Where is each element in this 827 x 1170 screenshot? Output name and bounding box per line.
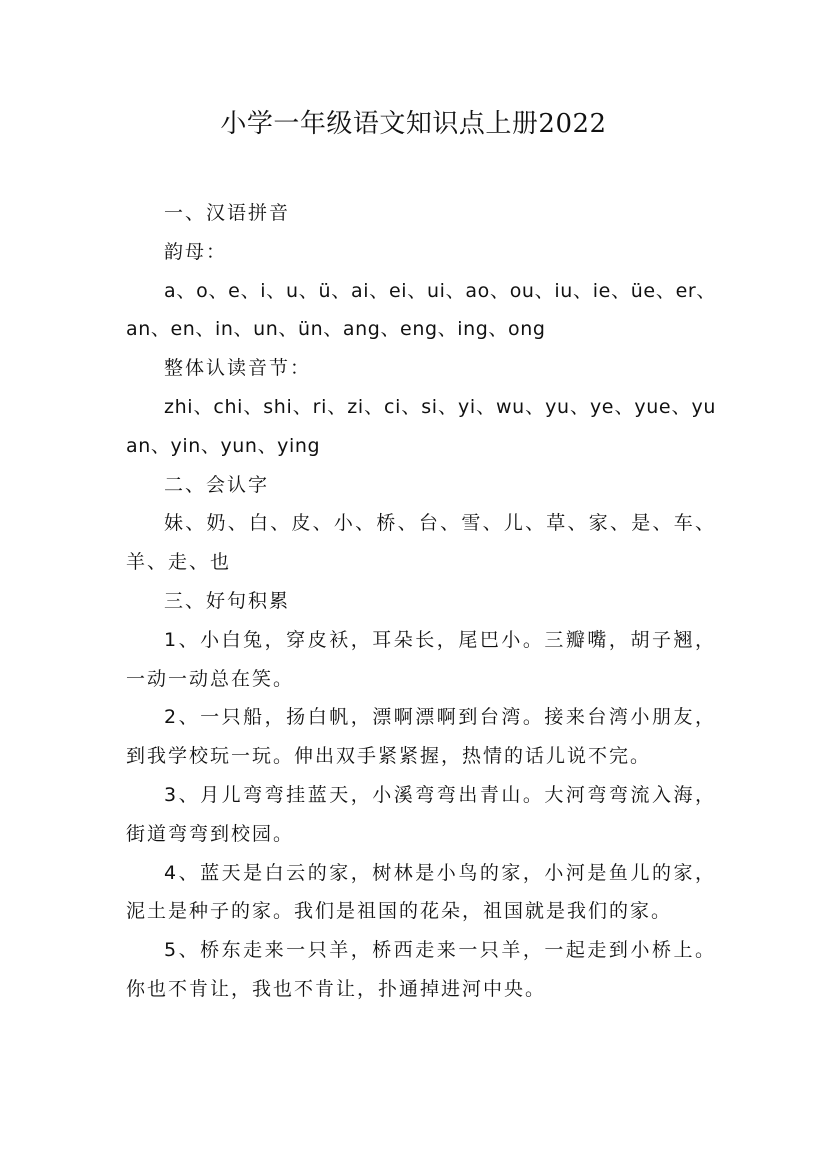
- characters-list: 妹、奶、白、皮、小、桥、台、雪、儿、草、家、是、车、羊、走、也: [126, 512, 716, 574]
- syllables-list: zhi、chi、shi、ri、zi、ci、si、yi、wu、yu、ye、yue、yuan、yin、yun、ying: [126, 395, 716, 457]
- sentence-3: 3、月儿弯弯挂蓝天，小溪弯弯出青山。大河弯弯流入海，街道弯弯到校园。: [126, 783, 716, 845]
- section-heading-sentences: 三、好句积累: [164, 589, 291, 612]
- sentence-5: 5、桥东走来一只羊，桥西走来一只羊，一起走到小桥上。你也不肯让，我也不肯让，扑通掉进河中央。: [126, 939, 716, 1000]
- sentence-1: 1、小白兔，穿皮袄，耳朵长，尾巴小。三瓣嘴，胡子翘，一动一动总在笑。: [126, 628, 716, 690]
- syllables-label: 整体认读音节：: [164, 357, 312, 380]
- section-heading-pinyin: 一、汉语拼音: [164, 202, 291, 224]
- sentence-4: 4、蓝天是白云的家，树林是小鸟的家，小河是鱼儿的家，泥土是种子的家。我们是祖国的花朵，祖国就是我们的家。: [126, 861, 716, 923]
- finals-list: a、o、e、i、u、ü、ai、ei、ui、ao、ou、iu、ie、üe、er、an、en、in、un、ün、ang、eng、ing、ong: [126, 279, 716, 341]
- document-body: [126, 194, 716, 1009]
- sentence-2: 2、一只船，扬白帆，漂啊漂啊到台湾。接来台湾小朋友，到我学校玩一玩。伸出双手紧紧握，热情的话儿说不完。: [126, 706, 716, 768]
- section-heading-characters: 二、会认字: [164, 473, 270, 496]
- finals-label: 韵母：: [164, 240, 228, 263]
- document-title: 小学一年级语文知识点上册2022: [220, 109, 607, 139]
